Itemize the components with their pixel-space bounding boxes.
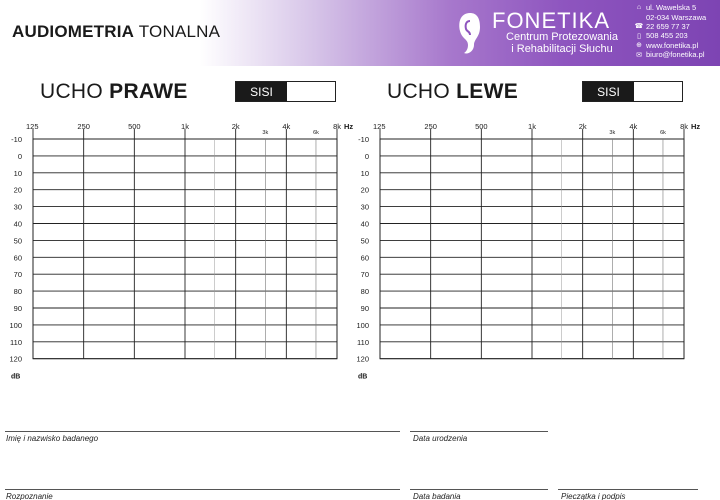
test-date-label: Data badania <box>413 492 461 500</box>
db-label: 70 <box>360 270 369 280</box>
frequency-label: 8k <box>333 122 341 131</box>
db-label: 0 <box>364 151 369 161</box>
name-line[interactable] <box>5 431 400 432</box>
half-octave-label: 6k <box>313 130 319 136</box>
frequency-label: 2k <box>578 122 587 131</box>
diagnosis-label: Rozpoznanie <box>6 492 53 500</box>
db-label: -10 <box>11 135 22 144</box>
db-label: 110 <box>357 337 369 347</box>
half-octave-label: 6k <box>660 130 666 136</box>
ear-logo-icon <box>456 9 484 57</box>
contact-text: biuro@fonetika.pl <box>646 50 705 60</box>
db-label: 40 <box>13 219 22 229</box>
db-label: 90 <box>360 304 369 313</box>
db-label: 120 <box>9 354 22 364</box>
left-sisi-box <box>582 81 683 102</box>
right-sisi-value-field[interactable] <box>287 82 335 101</box>
frequency-label: 4k <box>282 122 291 131</box>
contact-city <box>632 12 720 21</box>
frequency-label: 8k <box>680 122 688 131</box>
db-unit-label: dB <box>358 373 368 381</box>
frequency-label: 250 <box>77 122 90 131</box>
frequency-label: 250 <box>424 122 437 131</box>
test-date-line[interactable] <box>410 489 548 490</box>
birth-date-line[interactable] <box>410 431 548 432</box>
db-label: 120 <box>356 354 369 364</box>
right-ear-title-light: UCHO <box>40 80 104 103</box>
half-octave-label: 3k <box>609 130 616 136</box>
db-label: 10 <box>13 168 22 178</box>
frequency-label: 4k <box>629 122 638 131</box>
contact-website <box>632 41 720 50</box>
db-label: 60 <box>13 253 22 263</box>
contact-block <box>632 3 720 59</box>
left-ear-title <box>387 80 518 104</box>
db-unit-label: dB <box>11 373 21 381</box>
mail-icon: ✉ <box>636 51 642 59</box>
right-sisi-label: SISI <box>236 82 287 101</box>
frequency-label: 500 <box>475 122 488 131</box>
db-label: 20 <box>13 185 22 195</box>
frequency-label: 500 <box>128 122 141 131</box>
left-sisi-label: SISI <box>583 82 634 101</box>
contact-address <box>632 3 720 12</box>
contact-text: ul. Wawelska 5 <box>646 3 697 13</box>
db-label: 70 <box>13 270 22 280</box>
phone-icon: ☎ <box>634 23 644 31</box>
right-sisi-box <box>235 81 336 102</box>
right-ear-audiogram[interactable] <box>0 116 360 386</box>
name-label: Imię i nazwisko badanego <box>6 434 99 443</box>
left-ear-title-light: UCHO <box>387 80 451 103</box>
contact-text: www.fonetika.pl <box>646 40 699 50</box>
header <box>0 0 720 66</box>
logo-name: FONETIKA <box>492 8 611 33</box>
hz-unit-label: Hz <box>691 122 701 131</box>
birth-date-label: Data urodzenia <box>413 434 468 443</box>
db-label: 10 <box>360 168 369 178</box>
db-label: 90 <box>13 304 22 313</box>
half-octave-label: 3k <box>262 130 269 136</box>
left-sisi-value-field[interactable] <box>634 82 682 101</box>
db-label: 50 <box>13 236 22 246</box>
diagnosis-line[interactable] <box>5 489 400 490</box>
frequency-label: 1k <box>181 122 189 131</box>
db-label: 80 <box>360 287 369 297</box>
contact-mobile <box>632 31 720 40</box>
hz-unit-label: Hz <box>344 122 354 131</box>
contact-text: 02-034 Warszawa <box>646 12 707 22</box>
contact-email <box>632 50 720 59</box>
contact-text: 22 659 77 37 <box>646 21 690 31</box>
home-icon: ⌂ <box>636 4 642 12</box>
globe-icon: ⊕ <box>636 42 642 50</box>
db-label: 30 <box>13 202 22 212</box>
title-light: TONALNA <box>138 22 221 41</box>
db-label: 30 <box>360 202 369 212</box>
frequency-label: 1k <box>528 122 536 131</box>
db-label: 0 <box>17 151 22 161</box>
left-ear-title-bold: LEWE <box>456 80 519 103</box>
logo-subtitle <box>492 31 632 55</box>
stamp-line[interactable] <box>558 489 698 490</box>
left-ear-audiogram[interactable] <box>347 116 707 386</box>
db-label: 100 <box>356 320 369 330</box>
db-label: 20 <box>360 185 369 195</box>
right-ear-title <box>40 80 188 104</box>
db-label: 100 <box>9 320 22 330</box>
title-bold: AUDIOMETRIA <box>12 22 135 41</box>
frequency-label: 125 <box>373 122 386 131</box>
logo-subtitle-line-2: i Rehabilitacji Słuchu <box>511 43 613 55</box>
db-label: 50 <box>360 236 369 246</box>
db-label: 80 <box>13 287 22 297</box>
db-label: 110 <box>10 337 22 347</box>
frequency-label: 125 <box>26 122 39 131</box>
contact-text: 508 455 203 <box>646 31 688 41</box>
document-title <box>12 22 220 42</box>
stamp-label: Pieczątka i podpis <box>561 492 626 500</box>
contact-phone <box>632 22 720 31</box>
mobile-icon: ▯ <box>637 32 641 40</box>
db-label: 60 <box>360 253 369 263</box>
db-label: -10 <box>358 135 369 144</box>
db-label: 40 <box>360 219 369 229</box>
logo-subtitle-line-1: Centrum Protezowania <box>506 31 618 43</box>
frequency-label: 2k <box>231 122 240 131</box>
right-ear-title-bold: PRAWE <box>109 80 188 103</box>
